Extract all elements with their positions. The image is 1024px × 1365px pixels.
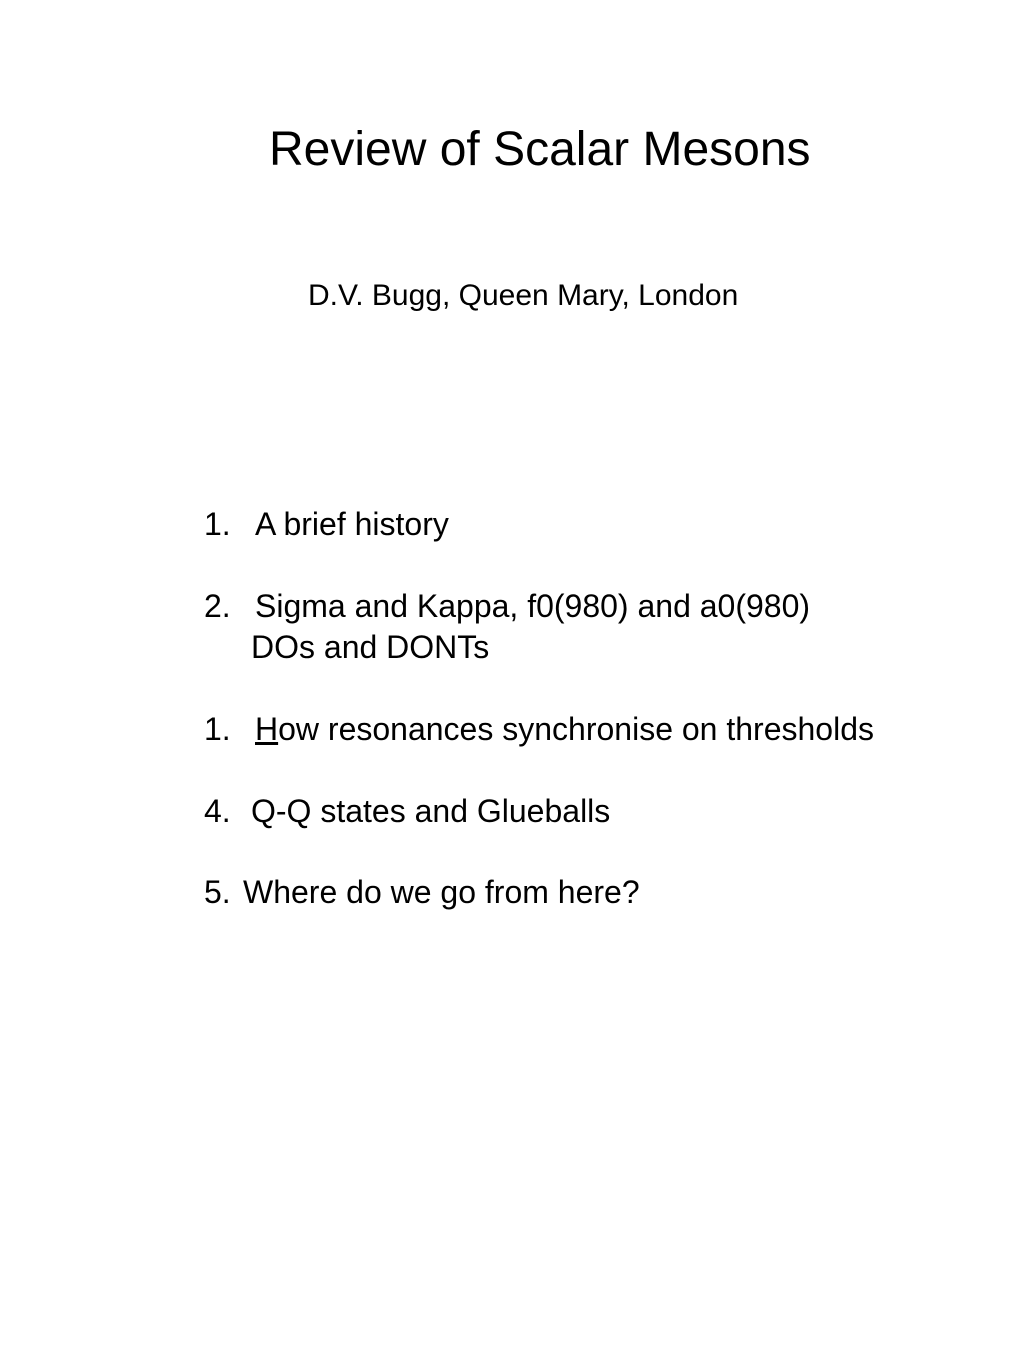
author-line: D.V. Bugg, Queen Mary, London [308, 279, 739, 312]
item-text: A brief history [255, 506, 449, 542]
slide-title: Review of Scalar Mesons [269, 123, 811, 176]
item-number: 5. [204, 874, 231, 910]
item-text: Q-Q states and Glueballs [251, 793, 611, 829]
outline-item-5 [204, 872, 904, 912]
outline-item-2-continuation: DOs and DONTs [251, 629, 490, 665]
item-number: 1. [204, 711, 231, 747]
item-text: Where do we go from here? [243, 874, 640, 910]
outline-item-4 [204, 791, 904, 831]
item-number: 1. [204, 506, 231, 542]
outline-item-3 [204, 709, 1004, 749]
outline-item-1 [204, 504, 904, 544]
outline-item-2 [204, 586, 924, 626]
item-text: How resonances synchronise on thresholds [255, 711, 874, 747]
item-number: 2. [204, 588, 231, 624]
item-number: 4. [204, 793, 231, 829]
item-text: Sigma and Kappa, f0(980) and a0(980) [255, 588, 811, 624]
